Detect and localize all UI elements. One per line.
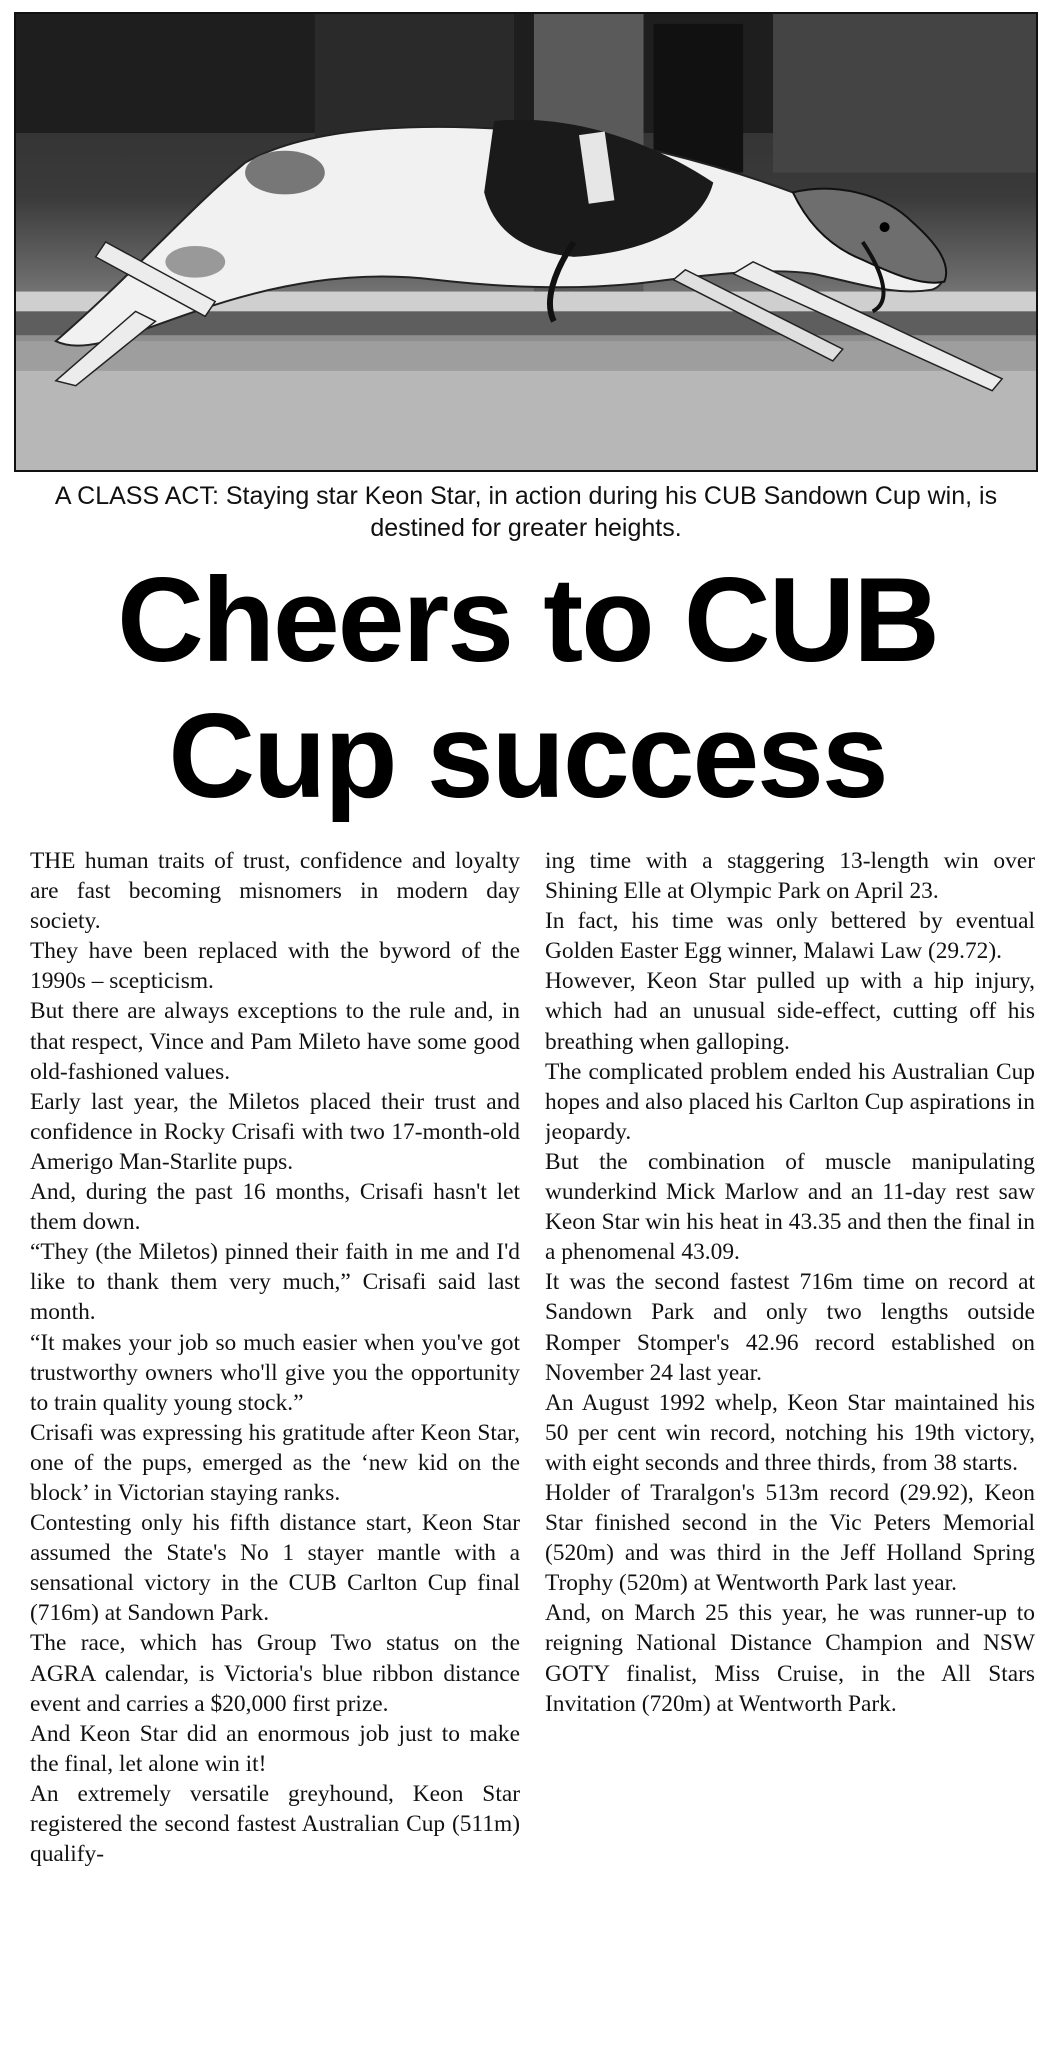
paragraph: Holder of Traralgon's 513m record (29.92), Keon Star finished second in the Vic Peters Memorial (520m) and was third in the Jeff Holland Spring Trophy (520m) at Wentworth Park last year. bbox=[545, 1479, 1035, 1597]
paragraph: And Keon Star did an enormous job just to make the final, let alone win it! bbox=[30, 1720, 520, 1777]
article-column-2 bbox=[545, 846, 1035, 2042]
headline-line-1: Cheers to CUB bbox=[117, 553, 938, 687]
paragraph: However, Keon Star pulled up with a hip injury, which had an unusual side-effect, cutting off his breathing when galloping. bbox=[545, 968, 1035, 1055]
headline bbox=[0, 552, 1055, 824]
paragraph: The race, which has Group Two status on the AGRA calendar, is Victoria's blue ribbon distance event and carries a $20,000 first prize. bbox=[30, 1630, 520, 1717]
paragraph: ing time with a staggering 13-length win over Shining Elle at Olympic Park on April 23. bbox=[545, 848, 1035, 905]
paragraph: “They (the Miletos) pinned their faith in me and I'd like to thank them very much,” Crisafi said last month. bbox=[30, 1239, 520, 1326]
paragraph: And, during the past 16 months, Crisafi hasn't let them down. bbox=[30, 1179, 520, 1236]
photo-caption: A CLASS ACT: Staying star Keon Star, in action during his CUB Sandown Cup win, is destined for greater heights. bbox=[54, 482, 998, 542]
paragraph: THE human traits of trust, confidence and loyalty are fast becoming misnomers in modern day society. bbox=[30, 848, 520, 935]
paragraph: But there are always exceptions to the rule and, in that respect, Vince and Pam Mileto have some good old-fashioned values. bbox=[30, 998, 520, 1085]
paragraph: Early last year, the Miletos placed their trust and confidence in Rocky Crisafi with two 17-month-old Amerigo Man-Starlite pups. bbox=[30, 1088, 520, 1175]
paragraph: “It makes your job so much easier when you've got trustworthy owners who'll give you the opportunity to train quality young stock.” bbox=[30, 1329, 520, 1416]
paragraph: The complicated problem ended his Australian Cup hopes and also placed his Carlton Cup aspirations in jeopardy. bbox=[545, 1058, 1035, 1145]
paragraph: Crisafi was expressing his gratitude after Keon Star, one of the pups, emerged as the ‘new kid on the block’ in Victorian staying ranks. bbox=[30, 1419, 520, 1506]
paragraph: They have been replaced with the byword of the 1990s – scepticism. bbox=[30, 938, 520, 995]
headline-line-2: Cup success bbox=[168, 689, 887, 823]
paragraph: An extremely versatile greyhound, Keon Star registered the second fastest Australian Cup (511m) qualify- bbox=[30, 1780, 520, 1868]
paragraph: An August 1992 whelp, Keon Star maintained his 50 per cent win record, notching his 19th victory, with eight seconds and three thirds, from 38 starts. bbox=[545, 1389, 1035, 1476]
paragraph: It was the second fastest 716m time on record at Sandown Park and only two lengths outside Romper Stomper's 42.96 record established on November 24 last year. bbox=[545, 1269, 1035, 1386]
article-body bbox=[30, 846, 1035, 2042]
greyhound-photo bbox=[14, 12, 1038, 472]
paragraph: In fact, his time was only bettered by eventual Golden Easter Egg winner, Malawi Law (29.72). bbox=[545, 908, 1035, 965]
article-column-1 bbox=[30, 846, 520, 2042]
greyhound-running-image bbox=[16, 14, 1036, 470]
paragraph: Contesting only his fifth distance start, Keon Star assumed the State's No 1 stayer mantle with a sensational victory in the CUB Carlton Cup final (716m) at Sandown Park. bbox=[30, 1510, 520, 1627]
paragraph: But the combination of muscle manipulating wunderkind Mick Marlow and an 11-day rest saw Keon Star win his heat in 43.35 and then the final in a phenomenal 43.09. bbox=[545, 1148, 1035, 1266]
paragraph: And, on March 25 this year, he was runner-up to reigning National Distance Champion and NSW GOTY finalist, Miss Cruise, in the All Stars Invitation (720m) at Wentworth Park. bbox=[545, 1600, 1035, 1717]
